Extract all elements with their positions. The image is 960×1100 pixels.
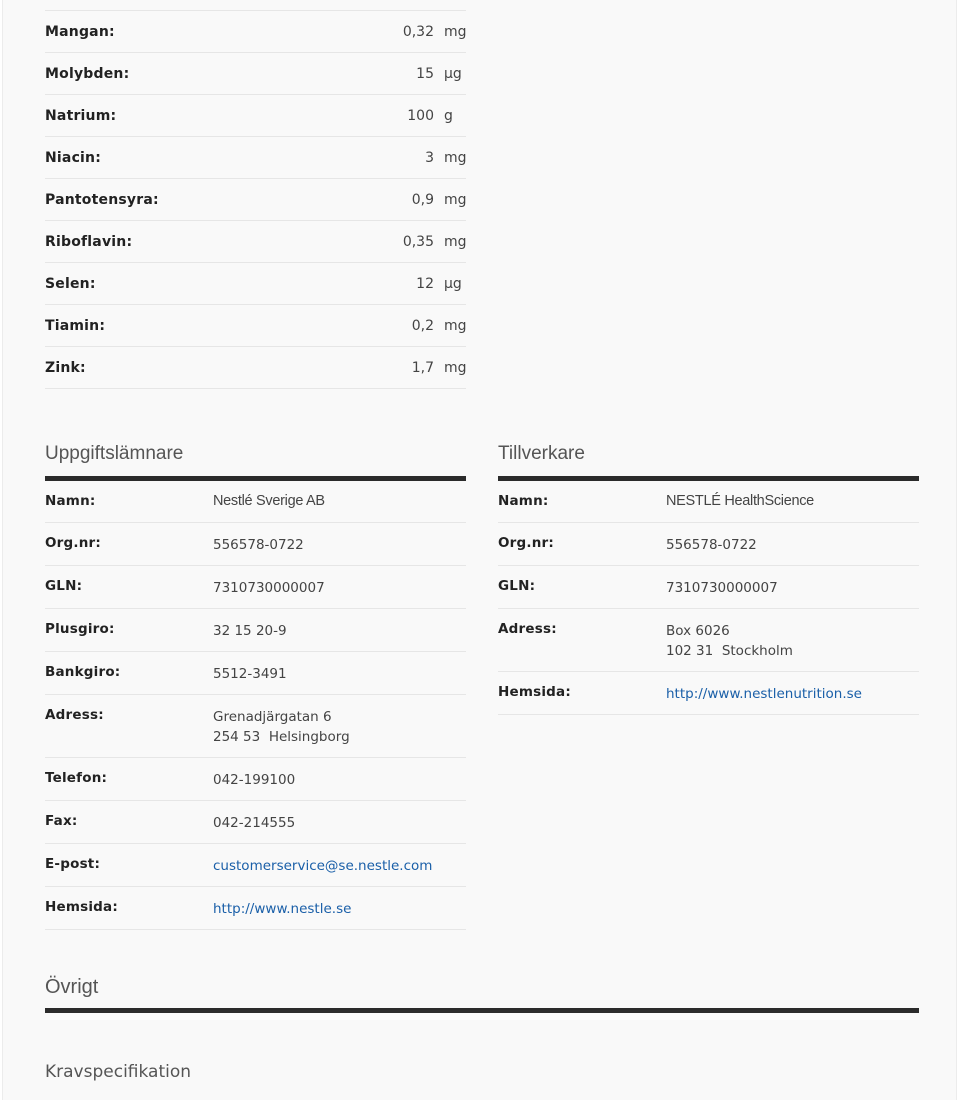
info-row-telefon	[45, 758, 466, 801]
nutrient-row	[45, 95, 466, 137]
info-row-hemsida	[498, 672, 919, 715]
nutrient-row	[45, 11, 466, 53]
nutrient-row	[45, 137, 466, 179]
nutrient-unit: mg	[444, 23, 467, 40]
info-label: Hemsida:	[498, 684, 571, 700]
info-value-wrap	[213, 844, 466, 886]
info-label: Hemsida:	[45, 899, 118, 915]
nutrient-name: Tiamin:	[45, 317, 106, 334]
nutrient-unit: mg	[444, 317, 467, 334]
website-link[interactable]: http://www.nestlenutrition.se	[666, 686, 862, 702]
info-row-namn	[45, 481, 466, 523]
info-label: Telefon:	[45, 770, 108, 786]
info-row-hemsida	[45, 887, 466, 930]
info-row-adress	[45, 695, 466, 758]
nutrient-row	[45, 305, 466, 347]
nutrient-name: Riboflavin:	[45, 233, 133, 250]
info-row-fax	[45, 801, 466, 844]
info-value: 042-214555	[213, 815, 296, 831]
nutrient-value: 12	[416, 275, 434, 292]
nutrient-unit: mg	[444, 359, 467, 376]
nutrient-name: Natrium:	[45, 107, 117, 124]
info-label: Bankgiro:	[45, 664, 121, 680]
info-label: Org.nr:	[45, 535, 101, 551]
nutrient-unit: mg	[444, 191, 467, 208]
info-label: GLN:	[498, 578, 536, 594]
nutrient-value: 15	[416, 65, 434, 82]
info-value: Nestlé Sverige AB	[213, 493, 325, 509]
info-value: 32 15 20-9	[213, 623, 287, 639]
nutrient-row	[45, 347, 466, 389]
nutrient-name: Pantotensyra:	[45, 191, 159, 208]
info-value: 7310730000007	[666, 580, 778, 596]
info-row-gln	[498, 566, 919, 609]
address-line-2: 254 53 Helsingborg	[213, 729, 350, 745]
nutrient-name: Selen:	[45, 275, 96, 292]
nutrient-value: 0,9	[411, 191, 434, 208]
info-row-gln	[45, 566, 466, 609]
nutrient-unit: mg	[444, 233, 467, 250]
nutrient-name: Molybden:	[45, 65, 130, 82]
nutrient-row	[45, 221, 466, 263]
address-line-1: Box 6026	[666, 623, 730, 639]
info-value: 042-199100	[213, 772, 296, 788]
page	[2, 0, 957, 1100]
uppgiftslamnare-title: Uppgiftslämnare	[45, 432, 466, 481]
info-label: E-post:	[45, 856, 101, 872]
info-row-plusgiro	[45, 609, 466, 652]
info-value: 556578-0722	[666, 537, 757, 553]
info-row-namn	[498, 481, 919, 523]
info-value: 5512-3491	[213, 666, 287, 682]
tillverkare-title: Tillverkare	[498, 432, 919, 481]
ovrigt-section	[45, 962, 919, 1013]
info-value-wrap	[666, 672, 919, 714]
address-line-2: 102 31 Stockholm	[666, 643, 793, 659]
nutrient-table	[45, 10, 466, 389]
info-label: GLN:	[45, 578, 83, 594]
nutrient-value: 100	[407, 107, 434, 124]
website-link[interactable]: http://www.nestle.se	[213, 901, 352, 917]
ovrigt-title: Övrigt	[45, 962, 919, 1013]
nutrient-name: Mangan:	[45, 23, 115, 40]
nutrient-value: 0,32	[402, 23, 434, 40]
email-link[interactable]: customerservice@se.nestle.com	[213, 858, 433, 874]
nutrient-row	[45, 263, 466, 305]
info-row-orgnr	[498, 523, 919, 566]
info-label: Namn:	[498, 493, 549, 509]
nutrient-name: Zink:	[45, 359, 86, 376]
nutrient-unit: g	[444, 107, 453, 124]
uppgiftslamnare-section	[45, 432, 466, 930]
info-row-epost	[45, 844, 466, 887]
nutrient-row	[45, 53, 466, 95]
info-value-wrap	[213, 887, 466, 929]
nutrient-row	[45, 179, 466, 221]
nutrient-unit: µg	[444, 275, 462, 292]
info-row-bankgiro	[45, 652, 466, 695]
info-value: NESTLÉ HealthScience	[666, 493, 814, 509]
nutrient-value: 0,2	[411, 317, 434, 334]
info-value: 556578-0722	[213, 537, 304, 553]
info-row-orgnr	[45, 523, 466, 566]
nutrient-unit: mg	[444, 149, 467, 166]
nutrient-value: 0,35	[402, 233, 434, 250]
info-label: Adress:	[498, 621, 557, 637]
info-label: Plusgiro:	[45, 621, 115, 637]
info-value	[666, 609, 919, 671]
nutrient-name: Niacin:	[45, 149, 102, 166]
info-label: Namn:	[45, 493, 96, 509]
info-label: Org.nr:	[498, 535, 554, 551]
nutrient-value: 1,7	[411, 359, 434, 376]
tillverkare-section	[498, 432, 919, 715]
nutrient-value: 3	[425, 149, 434, 166]
info-label: Adress:	[45, 707, 104, 723]
nutrient-unit: µg	[444, 65, 462, 82]
info-label: Fax:	[45, 813, 78, 829]
info-value: 7310730000007	[213, 580, 325, 596]
info-value	[213, 695, 466, 757]
info-row-adress	[498, 609, 919, 672]
address-line-1: Grenadjärgatan 6	[213, 709, 332, 725]
kravspecifikation-title: Kravspecifikation	[45, 1062, 192, 1082]
